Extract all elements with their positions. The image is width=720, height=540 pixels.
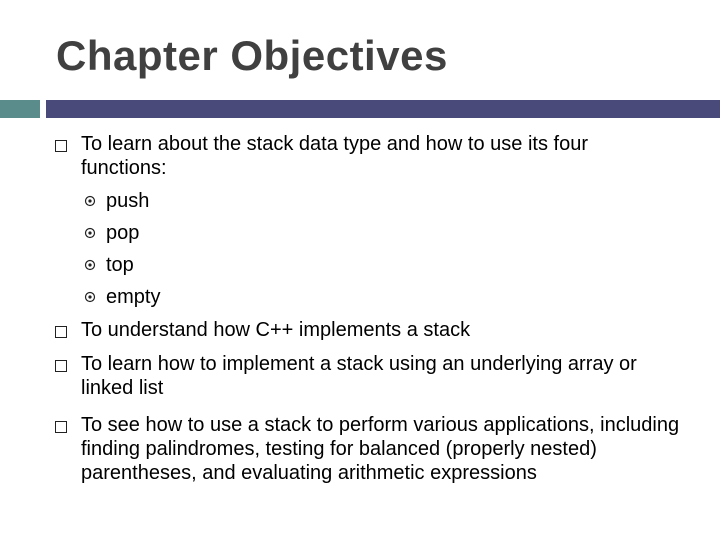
square-bullet-icon <box>55 140 67 152</box>
bullet-item-2: To understand how C++ implements a stack <box>81 319 471 341</box>
square-bullet-icon <box>55 326 67 338</box>
circle-dot-icon <box>84 195 96 207</box>
slide-title: Chapter Objectives <box>56 32 448 79</box>
title-rule-left <box>0 100 40 118</box>
square-bullet-icon <box>55 360 67 372</box>
bullet-item-4: To see how to use a stack to perform various applications, including finding palindromes, testing for balanced (properly nested) parentheses, and evaluating arithmetic expressions <box>81 414 680 484</box>
sub-item-top: top <box>106 254 134 276</box>
bullet-item-1: To learn about the stack data type and how to use its four functions: <box>81 133 588 179</box>
title-rule-right <box>46 100 720 118</box>
square-bullet-icon <box>55 421 67 433</box>
sub-item-empty: empty <box>106 286 161 308</box>
bullet-item-3: To learn how to implement a stack using an underlying array or linked list <box>81 353 637 399</box>
circle-dot-icon <box>84 291 96 303</box>
circle-dot-icon <box>84 227 96 239</box>
circle-dot-icon <box>84 259 96 271</box>
sub-item-pop: pop <box>106 222 140 244</box>
sub-item-push: push <box>106 190 150 212</box>
